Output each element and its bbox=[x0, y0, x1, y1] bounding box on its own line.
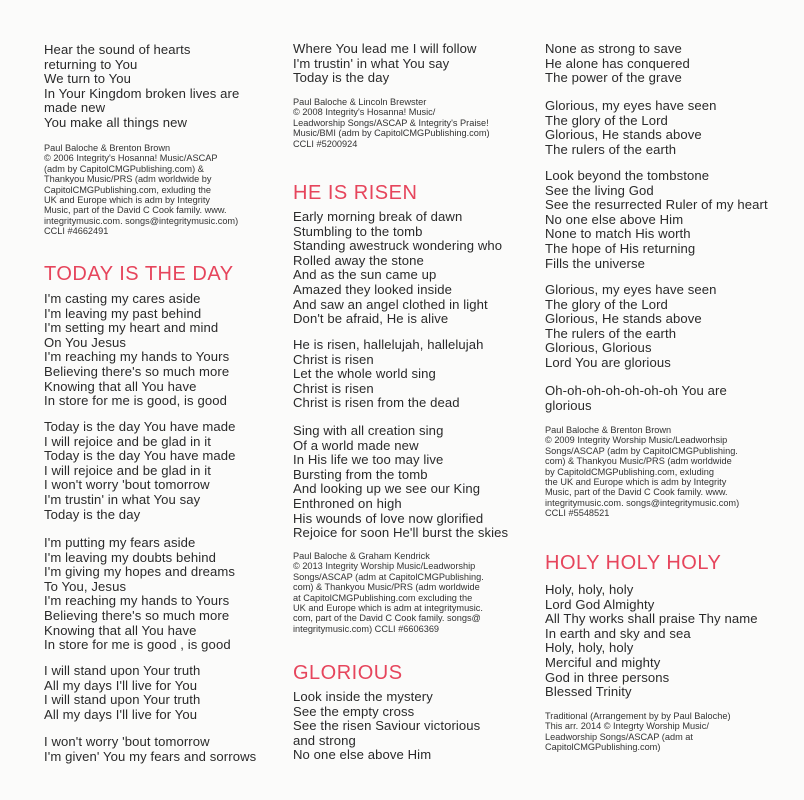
text-line: integritymusic.com. songs@integritymusic.com) bbox=[545, 497, 740, 508]
text-line: com, part of the David C Cook family. songs@ bbox=[293, 613, 481, 624]
copyright-credit-2 bbox=[545, 711, 731, 753]
text-line: Lord You are glorious bbox=[545, 354, 671, 370]
text-line: I will stand upon Your truth bbox=[44, 663, 201, 678]
text-line: I'm trustin' in what You say bbox=[293, 55, 450, 71]
text-line: Songs/ASCAP (adm at CapitolCMGPublishing. bbox=[293, 571, 484, 582]
lyrics-chorus bbox=[293, 338, 484, 411]
text-line: Look inside the mystery bbox=[293, 689, 433, 704]
text-line: UK and Europe which is adm at integritymusic. bbox=[293, 603, 483, 614]
lyrics-chorus-2 bbox=[545, 283, 717, 371]
text-line: Oh-oh-oh-oh-oh-oh-oh You are bbox=[545, 383, 727, 398]
text-line: Knowing that all You have bbox=[44, 622, 197, 638]
text-line: Enthroned on high bbox=[293, 495, 402, 511]
text-line: integritymusic.com. songs@integritymusic.com) bbox=[44, 215, 239, 226]
text-line: And saw an angel clothed in light bbox=[293, 296, 488, 312]
text-line: The glory of the Lord bbox=[545, 112, 668, 128]
text-line: (adm by CapitolCMGPublishing.com) & bbox=[44, 163, 204, 174]
lyrics-chorus bbox=[44, 420, 236, 522]
text-line: Paul Baloche & Graham Kendrick bbox=[293, 551, 430, 561]
text-line: Believing there's so much more bbox=[44, 363, 230, 379]
text-line: I'm leaving my past behind bbox=[44, 305, 202, 321]
text-line: CapitolCMGPublishing.com, exluding the bbox=[44, 184, 211, 195]
text-line: Rejoice for soon He'll burst the skies bbox=[293, 525, 509, 541]
text-line: In store for me is good , is good bbox=[44, 637, 231, 653]
text-line: Sing with all creation sing bbox=[293, 423, 444, 438]
song-title-holy-holy-holy: HOLY HOLY HOLY bbox=[545, 552, 722, 574]
text-line: I'm trustin' in what You say bbox=[44, 491, 201, 507]
text-line: I'm putting my fears aside bbox=[44, 535, 196, 550]
text-line: Christ is risen bbox=[293, 351, 374, 367]
text-line: Early morning break of dawn bbox=[293, 209, 463, 224]
copyright-credit bbox=[545, 425, 739, 519]
text-line: And looking up we see our King bbox=[293, 481, 481, 497]
text-line: © 2013 Integrity Worship Music/Leadworship bbox=[293, 561, 476, 572]
text-line: Believing there's so much more bbox=[44, 607, 230, 623]
text-line: Glorious, He stands above bbox=[545, 311, 702, 327]
copyright-credit-2 bbox=[293, 551, 484, 634]
lyrics-verse-2 bbox=[293, 424, 508, 541]
text-line: CCLI #5548521 bbox=[545, 508, 610, 519]
lyrics-tag bbox=[545, 384, 727, 413]
text-line: Paul Baloche & Brenton Brown bbox=[44, 143, 171, 153]
text-line: com) & Thankyou Music/PRS (adm worldwide bbox=[293, 582, 480, 593]
text-line: com) & Thankyou Music/PRS (adm worldwide bbox=[545, 456, 732, 467]
lyrics-verse-2 bbox=[44, 536, 235, 653]
text-line: In store for me is good, is good bbox=[44, 393, 227, 409]
text-line: © 2008 Integrity's Hosanna! Music/ bbox=[293, 107, 436, 118]
text-line: This arr. 2014 © Integrty Worship Music/ bbox=[545, 721, 709, 732]
text-line: No one else above Him bbox=[293, 747, 432, 763]
text-line: On You Jesus bbox=[44, 334, 127, 350]
text-line: I'm reaching my hands to Yours bbox=[44, 593, 230, 609]
text-line: I'm setting my heart and mind bbox=[44, 320, 219, 336]
text-line: Christ is risen bbox=[293, 380, 374, 396]
text-line: Glorious, my eyes have seen bbox=[545, 98, 717, 113]
text-line: Today is the day bbox=[293, 70, 390, 86]
text-line: Music, part of the David C Cook family. www. bbox=[44, 205, 227, 216]
text-line: No one else above Him bbox=[545, 211, 684, 227]
text-line: Christ is risen from the dead bbox=[293, 395, 460, 411]
song-title-glorious: GLORIOUS bbox=[293, 662, 403, 684]
text-line: He alone has conquered bbox=[545, 55, 690, 71]
text-line: His wounds of love now glorified bbox=[293, 510, 484, 526]
text-line: Where You lead me I will follow bbox=[293, 41, 477, 56]
text-line: The glory of the Lord bbox=[545, 296, 668, 312]
text-line: Thankyou Music/PRS (adm worldwide by bbox=[44, 174, 212, 185]
text-line: The rulers of the earth bbox=[545, 325, 677, 341]
text-line: glorious bbox=[545, 397, 592, 413]
text-line: at CapitolCMGPublishing.com excluding the bbox=[293, 592, 473, 603]
text-line: Hear the sound of hearts bbox=[44, 42, 191, 57]
text-line: Knowing that all You have bbox=[44, 378, 197, 394]
text-line: Glorious, He stands above bbox=[545, 127, 702, 143]
text-line: Bursting from the tomb bbox=[293, 466, 428, 482]
text-line: I'm casting my cares aside bbox=[44, 291, 201, 306]
copyright-credit bbox=[293, 97, 490, 149]
text-line: See the risen Saviour victorious bbox=[293, 718, 481, 734]
lyrics-bridge bbox=[44, 664, 200, 722]
lyrics-verse-2 bbox=[545, 169, 768, 271]
lyrics-chorus-1 bbox=[545, 99, 717, 157]
text-line: Holy, holy, holy bbox=[545, 640, 634, 656]
text-line: Stumbling to the tomb bbox=[293, 223, 423, 239]
text-line: Glorious, Glorious bbox=[545, 340, 652, 356]
text-line: In earth and sky and sea bbox=[545, 625, 691, 641]
text-line: I won't worry 'bout tomorrow bbox=[44, 477, 210, 493]
text-line: Today is the day You have made bbox=[44, 448, 236, 464]
text-line: He is risen, hallelujah, hallelujah bbox=[293, 337, 484, 352]
text-line: I'm giving my hopes and dreams bbox=[44, 564, 236, 580]
text-line: Today is the day You have made bbox=[44, 419, 236, 434]
text-line: Today is the day bbox=[44, 506, 141, 522]
text-line: UK and Europe which is adm by Integrity bbox=[44, 195, 210, 206]
text-line: Traditional (Arrangement by by Paul Baloche) bbox=[545, 711, 731, 721]
text-line: None as strong to save bbox=[545, 41, 682, 56]
text-line: Merciful and mighty bbox=[545, 654, 661, 670]
text-line: Paul Baloche & Brenton Brown bbox=[545, 425, 672, 435]
text-line: Fills the universe bbox=[545, 255, 646, 271]
song-title-he-is-risen: HE IS RISEN bbox=[293, 182, 418, 204]
text-line: Amazed they looked inside bbox=[293, 281, 452, 297]
text-line: by CapitoldCMGPublishing.com, exluding bbox=[545, 466, 715, 477]
text-line: CCLI #5200924 bbox=[293, 138, 358, 149]
text-line: In Your Kingdom broken lives are bbox=[44, 85, 240, 101]
text-line: I'm given' You my fears and sorrows bbox=[44, 748, 257, 764]
text-line: The hope of His returning bbox=[545, 240, 696, 256]
text-line: I'm reaching my hands to Yours bbox=[44, 349, 230, 365]
text-line: Blessed Trinity bbox=[545, 684, 632, 700]
text-line: Music, part of the David C Cook family. www. bbox=[545, 487, 728, 498]
text-line: © 2009 Integrity Worship Music/Leadworhsip bbox=[545, 435, 728, 446]
text-line: © 2006 Integrity's Hosanna! Music/ASCAP bbox=[44, 153, 218, 164]
text-line: and strong bbox=[293, 732, 356, 748]
text-line: Look beyond the tombstone bbox=[545, 168, 710, 183]
text-line: I'm leaving my doubts behind bbox=[44, 549, 216, 565]
text-line: And as the sun came up bbox=[293, 267, 437, 283]
text-line: You make all things new bbox=[44, 114, 188, 130]
text-line: CapitolCMGPublishing.com) bbox=[545, 742, 661, 753]
song-title-today-is-the-day: TODAY IS THE DAY bbox=[44, 263, 234, 285]
text-line: I will rejoice and be glad in it bbox=[44, 462, 211, 478]
text-line: Paul Baloche & Lincoln Brewster bbox=[293, 97, 427, 107]
lyrics-intro bbox=[293, 42, 477, 86]
text-line: The rulers of the earth bbox=[545, 141, 677, 157]
text-line: Holy, holy, holy bbox=[545, 582, 634, 597]
text-line: To You, Jesus bbox=[44, 578, 127, 594]
text-line: Glorious, my eyes have seen bbox=[545, 282, 717, 297]
text-line: God in three persons bbox=[545, 669, 670, 685]
lyrics-tag bbox=[44, 735, 256, 764]
text-line: Standing awestruck wondering who bbox=[293, 238, 503, 254]
text-line: None to match His worth bbox=[545, 226, 691, 242]
text-line: integritymusic.com) CCLI #6606369 bbox=[293, 623, 440, 634]
text-line: Leadworship Songs/ASCAP (adm at bbox=[545, 731, 693, 742]
lyrics-glorious-verse bbox=[293, 690, 480, 763]
text-line: All my days I'll live for You bbox=[44, 677, 198, 693]
text-line: I will rejoice and be glad in it bbox=[44, 433, 211, 449]
text-line: In His life we too may live bbox=[293, 452, 444, 468]
lyrics-verse-1 bbox=[293, 210, 502, 327]
text-line: Lord God Almighty bbox=[545, 596, 655, 612]
text-line: I will stand upon Your truth bbox=[44, 692, 201, 708]
text-line: Let the whole world sing bbox=[293, 366, 436, 382]
copyright-credit bbox=[44, 143, 238, 237]
text-line: CCLI #4662491 bbox=[44, 226, 109, 237]
lyrics-intro bbox=[44, 43, 239, 131]
lyrics-verse-1 bbox=[44, 292, 229, 409]
text-line: Rolled away the stone bbox=[293, 252, 424, 268]
text-line: Music/BMI (adm by CapitolCMGPublishing.com) bbox=[293, 128, 490, 139]
text-line: All Thy works shall praise Thy name bbox=[545, 611, 758, 627]
text-line: The power of the grave bbox=[545, 70, 682, 86]
lyrics-holy-verse bbox=[545, 583, 758, 700]
text-line: made new bbox=[44, 100, 106, 116]
text-line: returning to You bbox=[44, 56, 138, 72]
text-line: All my days I'll live for You bbox=[44, 706, 198, 722]
text-line: I won't worry 'bout tomorrow bbox=[44, 734, 210, 749]
text-line: See the living God bbox=[545, 182, 654, 198]
text-line: See the empty cross bbox=[293, 703, 415, 719]
text-line: Don't be afraid, He is alive bbox=[293, 311, 449, 327]
text-line: See the resurrected Ruler of my heart bbox=[545, 197, 768, 213]
text-line: Songs/ASCAP (adm by CapitolCMGPublishing. bbox=[545, 445, 738, 456]
text-line: Of a world made new bbox=[293, 437, 419, 453]
text-line: Leadworship Songs/ASCAP & Integrity's Praise! bbox=[293, 117, 489, 128]
text-line: the UK and Europe which is adm by Integrity bbox=[545, 477, 727, 488]
text-line: We turn to You bbox=[44, 71, 132, 87]
lyrics-intro bbox=[545, 42, 690, 86]
